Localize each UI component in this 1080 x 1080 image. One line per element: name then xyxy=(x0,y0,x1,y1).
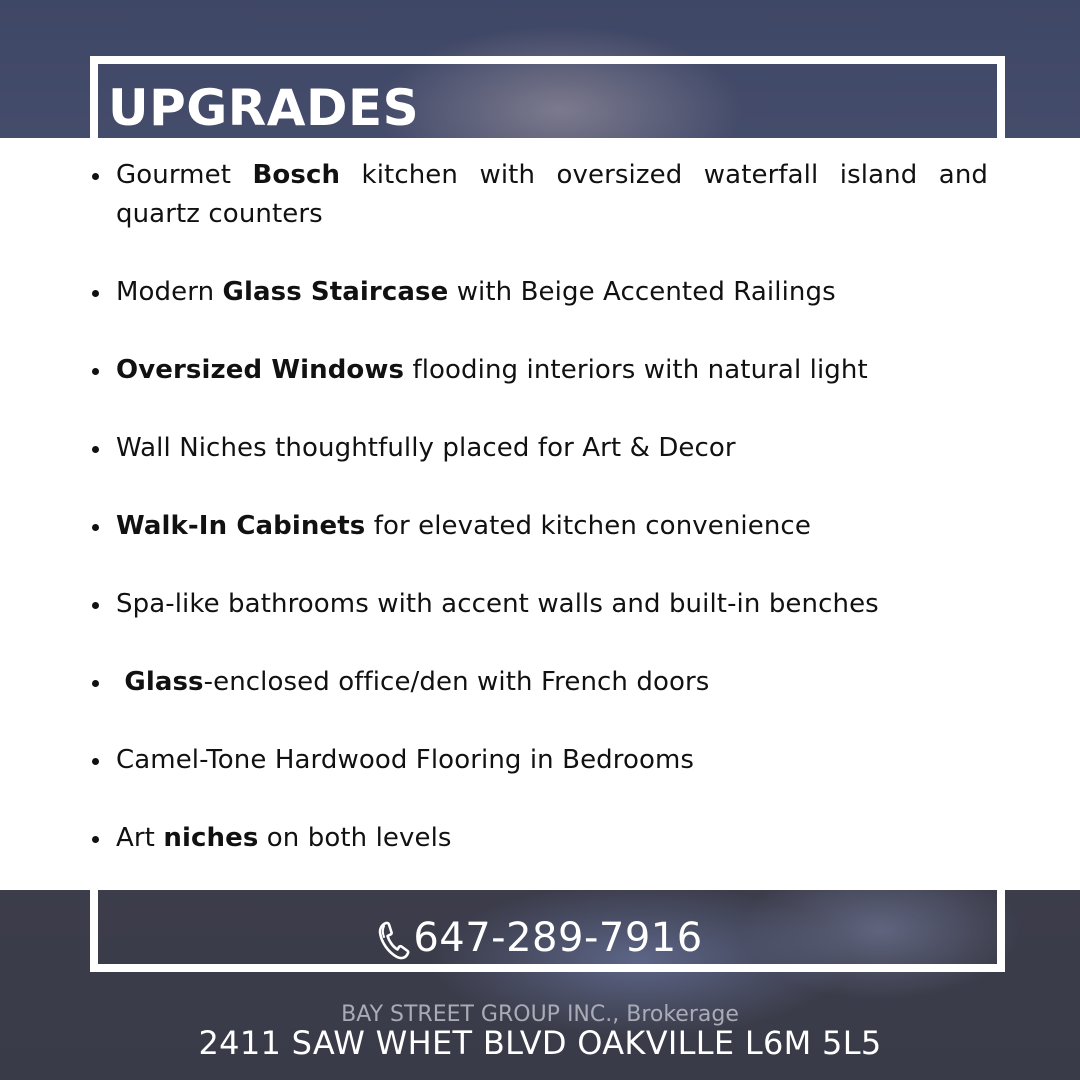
property-address: 2411 SAW WHET BLVD OAKVILLE L6M 5L5 xyxy=(198,1024,882,1062)
phone-icon xyxy=(377,920,411,960)
page-title: UPGRADES xyxy=(108,79,420,137)
contact-phone[interactable] xyxy=(0,910,1080,966)
list-item: Modern Glass Staircase with Beige Accented Railings xyxy=(90,273,988,312)
list-item: Oversized Windows flooding interiors with natural light xyxy=(90,351,988,390)
list-item: Art niches on both levels xyxy=(90,819,988,858)
brokerage-name: BAY STREET GROUP INC., Brokerage xyxy=(341,1002,739,1027)
features-list xyxy=(90,156,988,897)
list-item: Walk-In Cabinets for elevated kitchen convenience xyxy=(90,507,988,546)
list-item: Camel-Tone Hardwood Flooring in Bedrooms xyxy=(90,741,988,780)
list-item: Glass-enclosed office/den with French doors xyxy=(90,663,988,702)
phone-number[interactable]: 647-289-7916 xyxy=(413,915,703,961)
list-item: Spa-like bathrooms with accent walls and built-in benches xyxy=(90,585,988,624)
list-item: Gourmet Bosch kitchen with oversized waterfall island and quartz counters xyxy=(90,156,988,234)
list-item: Wall Niches thoughtfully placed for Art & Decor xyxy=(90,429,988,468)
